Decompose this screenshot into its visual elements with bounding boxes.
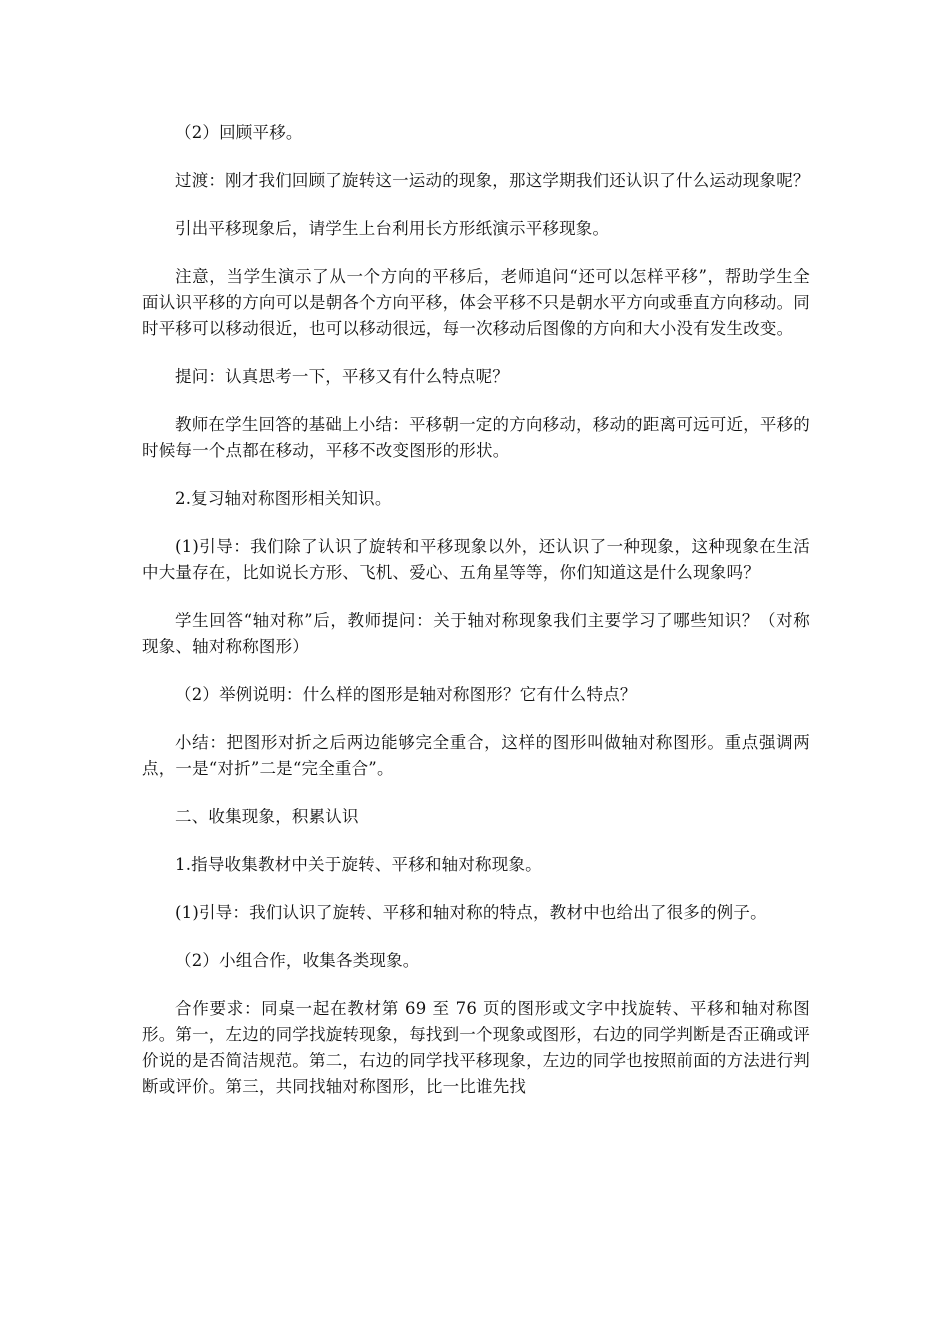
- paragraph-demo-translation: 引出平移现象后，请学生上台利用长方形纸演示平移现象。: [175, 219, 610, 238]
- paragraph-example: （2）举例说明：什么样的图形是轴对称图形？它有什么特点？: [175, 685, 637, 704]
- paragraph-cooperation-requirements: 合作要求：同桌一起在教材第 69 至 76 页的图形或文字中找旋转、平移和轴对称图形。第一，左边的同学找旋转现象，每找到一个现象或图形，右边的同学判断是否正确或评价说的是否简洁规范。第二，右边的同学找平移现象，左边的同学也按照前面的方法进行判断或评价。第三，共同找轴对称图形，比一比谁先找: [142, 999, 810, 1096]
- paragraph-student-answer: 学生回答“轴对称”后，教师提问：关于轴对称现象我们主要学习了哪些知识？（对称现象、轴对称称图形）: [142, 611, 810, 656]
- paragraph-heading-symmetry: 2.复习轴对称图形相关知识。: [175, 489, 392, 508]
- paragraph-section-two-heading: 二、收集现象，积累认识: [175, 807, 359, 826]
- paragraph-question: 提问：认真思考一下，平移又有什么特点呢？: [175, 367, 509, 386]
- paragraph-transition: 过渡：刚才我们回顾了旋转这一运动的现象，那这学期我们还认识了什么运动现象呢？: [175, 171, 810, 190]
- document-page: [142, 120, 810, 1122]
- paragraph-summary-translation: 教师在学生回答的基础上小结：平移朝一定的方向移动，移动的距离可远可近，平移的时候每一个点都在移动，平移不改变图形的形状。: [142, 415, 810, 460]
- paragraph-guide-collect: (1)引导：我们认识了旋转、平移和轴对称的特点，教材中也给出了很多的例子。: [175, 903, 767, 922]
- paragraph-review-translation: （2）回顾平移。: [175, 123, 303, 142]
- paragraph-group-work: （2）小组合作，收集各类现象。: [175, 951, 420, 970]
- paragraph-collect-heading: 1.指导收集教材中关于旋转、平移和轴对称现象。: [175, 855, 542, 874]
- paragraph-guide-symmetry: (1)引导：我们除了认识了旋转和平移现象以外，还认识了一种现象，这种现象在生活中大量存在，比如说长方形、飞机、爱心、五角星等等，你们知道这是什么现象吗？: [142, 537, 810, 582]
- paragraph-summary-symmetry: 小结：把图形对折之后两边能够完全重合，这样的图形叫做轴对称图形。重点强调两点，一是“对折”二是“完全重合”。: [142, 733, 810, 778]
- paragraph-note: 注意，当学生演示了从一个方向的平移后，老师追问“还可以怎样平移”，帮助学生全面认识平移的方向可以是朝各个方向平移，体会平移不只是朝水平方向或垂直方向移动。同时平移可以移动很近，也可以移动很远，每一次移动后图像的方向和大小没有发生改变。: [142, 267, 810, 338]
